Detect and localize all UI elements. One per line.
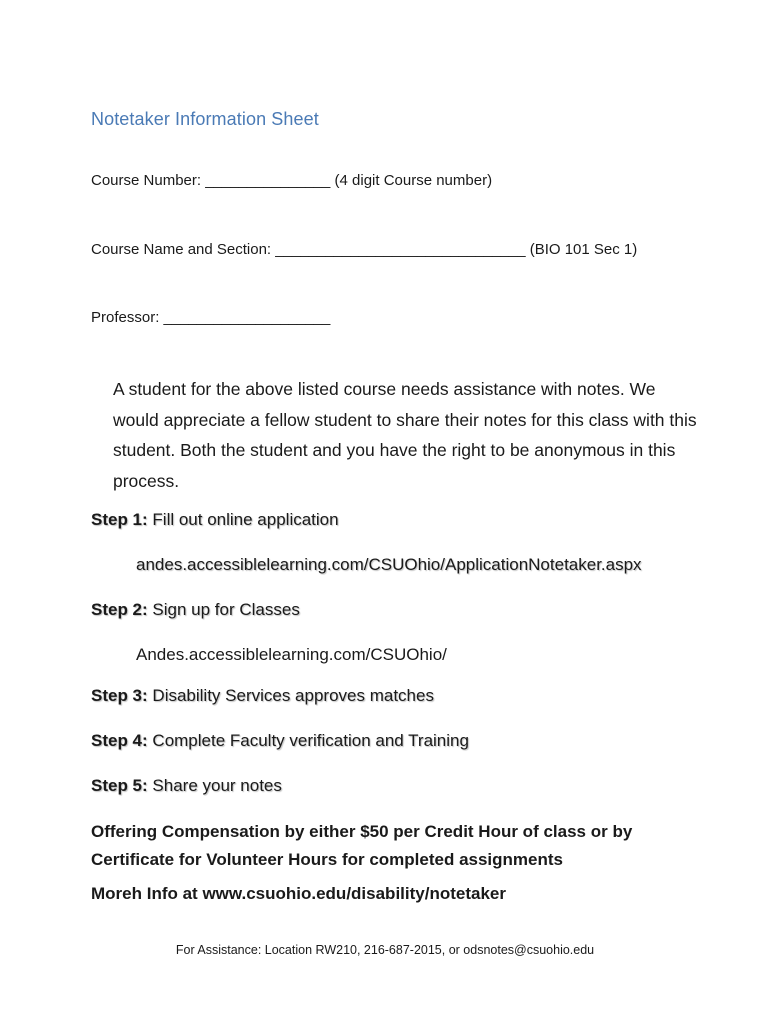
professor-field: Professor: ____________________	[91, 309, 331, 326]
step-2-text: Sign up for Classes	[147, 600, 300, 619]
classes-url: Andes.accessiblelearning.com/CSUOhio/	[136, 645, 447, 664]
step-3	[91, 686, 434, 706]
step-1	[91, 510, 339, 530]
course-number-field: Course Number: _______________ (4 digit Course number)	[91, 172, 493, 189]
step-2	[91, 600, 300, 620]
step-1-label: Step 1:	[91, 510, 148, 529]
step-5-text: Share your notes	[147, 776, 282, 795]
step-4-text: Complete Faculty verification and Training	[147, 731, 469, 750]
more-info-text: Moreh Info at www.csuohio.edu/disability/notetaker	[91, 884, 506, 903]
footer-assistance: For Assistance: Location RW210, 216-687-2015, or odsnotes@csuohio.edu	[175, 943, 595, 957]
compensation-text: Offering Compensation by either $50 per Credit Hour of class or by Certificate for Volunteer Hours for completed assignments	[91, 822, 633, 869]
step-3-text: Disability Services approves matches	[147, 686, 434, 705]
step-5-label: Step 5:	[91, 776, 148, 795]
application-url: andes.accessiblelearning.com/CSUOhio/ApplicationNotetaker.aspx	[136, 555, 642, 574]
step-1-text: Fill out online application	[147, 510, 339, 529]
course-name-field: Course Name and Section: ______________________________ (BIO 101 Sec 1)	[91, 241, 638, 258]
intro-paragraph: A student for the above listed course needs assistance with notes. We would appreciate a fellow student to share their notes for this class with this student. Both the student and you have the right to be anonymous in this process.	[113, 379, 697, 491]
step-3-label: Step 3:	[91, 686, 148, 705]
step-4-label: Step 4:	[91, 731, 148, 750]
step-4	[91, 731, 469, 751]
page-title: Notetaker Information Sheet	[91, 109, 319, 129]
step-5	[91, 776, 282, 796]
step-2-label: Step 2:	[91, 600, 148, 619]
